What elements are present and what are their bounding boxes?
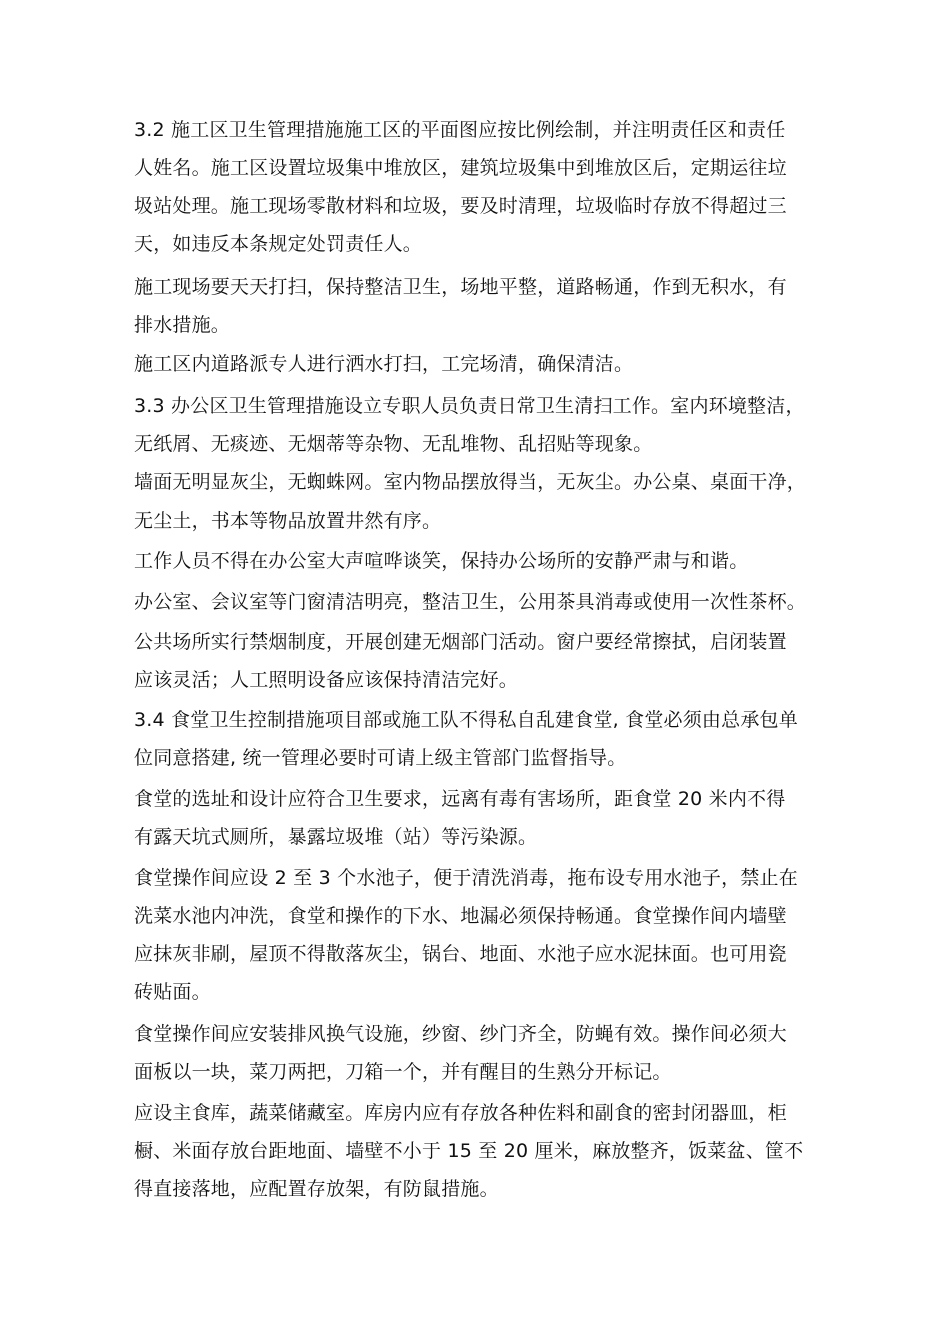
paragraph-line: 无纸屑、无痰迹、无烟蒂等杂物、无乱堆物、乱招贴等现象。: [134, 433, 653, 455]
paragraph-line: 墙面无明显灰尘，无蜘蛛网。室内物品摆放得当，无灰尘。办公桌、桌面干净，: [134, 471, 807, 493]
paragraph-line: 洗菜水池内冲洗，食堂和操作的下水、地漏必须保持畅通。食堂操作间内墙壁: [134, 905, 787, 927]
paragraph-line: 得直接落地，应配置存放架，有防鼠措施。: [134, 1178, 499, 1200]
paragraph-line: 天，如违反本条规定处罚责任人。: [134, 233, 423, 255]
paragraph-line: 面板以一块，菜刀两把，刀箱一个，并有醒目的生熟分开标记。: [134, 1061, 672, 1083]
paragraph-line: 3.3 办公区卫生管理措施设立专职人员负责日常卫生清扫工作。室内环境整洁，: [134, 395, 805, 417]
paragraph-line: 3.2 施工区卫生管理措施施工区的平面图应按比例绘制，并注明责任区和责任: [134, 119, 786, 141]
paragraph-line: 无尘土，书本等物品放置井然有序。: [134, 510, 442, 532]
paragraph-line: 食堂的选址和设计应符合卫生要求，远离有毒有害场所，距食堂 20 米内不得: [134, 788, 786, 810]
paragraph-line: 橱、米面存放台距地面、墙壁不小于 15 至 20 厘米，麻放整齐，饭菜盆、筐不: [134, 1140, 804, 1162]
paragraph-line: 人姓名。施工区设置垃圾集中堆放区，建筑垃圾集中到堆放区后，定期运往垃: [134, 157, 787, 179]
paragraph-line: 施工现场要天天打扫，保持整洁卫生，场地平整，道路畅通，作到无积水，有: [134, 276, 787, 298]
paragraph-line: 砖贴面。: [134, 981, 211, 1003]
paragraph-line: 有露天坑式厕所，暴露垃圾堆（站）等污染源。: [134, 826, 538, 848]
paragraph-line: 3.4 食堂卫生控制措施项目部或施工队不得私自乱建食堂, 食堂必须由总承包单: [134, 709, 798, 731]
paragraph-line: 应该灵活；人工照明设备应该保持清洁完好。: [134, 669, 519, 691]
paragraph-line: 食堂操作间应安装排风换气设施，纱窗、纱门齐全，防蝇有效。操作间必须大: [134, 1023, 787, 1045]
paragraph-line: 食堂操作间应设 2 至 3 个水池子，便于清洗消毒，拖布设专用水池子，禁止在: [134, 867, 798, 889]
paragraph-line: 应设主食库，蔬菜储藏室。库房内应有存放各种佐料和副食的密封闭器皿，柜: [134, 1102, 787, 1124]
paragraph-line: 办公室、会议室等门窗清洁明亮，整洁卫生，公用茶具消毒或使用一次性茶杯。: [134, 591, 807, 613]
paragraph-line: 应抹灰非刷，屋顶不得散落灰尘，锅台、地面、水池子应水泥抹面。也可用瓷: [134, 943, 787, 965]
paragraph-line: 排水措施。: [134, 314, 231, 336]
paragraph-line: 圾站处理。施工现场零散材料和垃圾，要及时清理，垃圾临时存放不得超过三: [134, 195, 787, 217]
paragraph-line: 工作人员不得在办公室大声喧哗谈笑，保持办公场所的安静严肃与和谐。: [134, 550, 749, 572]
paragraph-line: 位同意搭建, 统一管理必要时可请上级主管部门监督指导。: [134, 747, 627, 769]
paragraph-line: 公共场所实行禁烟制度，开展创建无烟部门活动。窗户要经常擦拭，启闭装置: [134, 631, 787, 653]
paragraph-line: 施工区内道路派专人进行洒水打扫，工完场清，确保清洁。: [134, 353, 634, 375]
